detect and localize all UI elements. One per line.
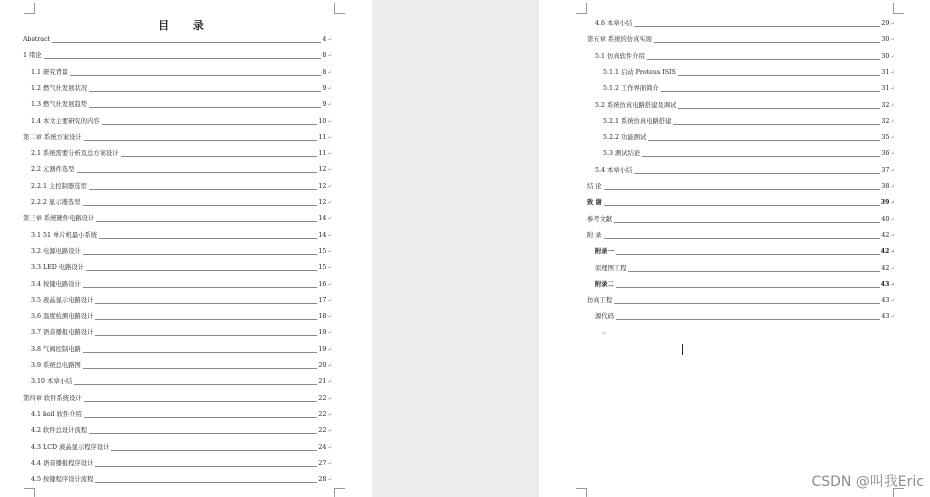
toc-leader-line [616,287,880,288]
toc-entry-page: 8 [322,68,327,76]
toc-entry[interactable] [31,148,332,158]
document-page-left [0,0,372,497]
toc-leader-line [111,450,317,451]
paragraph-mark: ↵ [890,53,895,60]
toc-leader-line [83,352,318,353]
toc-entry[interactable] [595,246,895,256]
toc-leader-line [96,221,317,222]
toc-entry-page: 27 [318,459,327,467]
toc-entry-title: 仿真工程 [587,297,613,305]
toc-entry-title: 5.2.2 功能测试 [603,134,647,142]
paragraph-mark: ↵ [327,395,332,402]
toc-leader-line [84,417,318,418]
toc-entry-page: 19 [318,329,327,337]
toc-entry[interactable] [31,344,332,354]
toc-leader-line [628,271,880,272]
toc-entry[interactable] [587,181,895,191]
toc-entry[interactable] [31,246,332,256]
toc-entry[interactable] [587,230,895,240]
paragraph-mark: ↵ [327,330,332,337]
toc-entry-title: 附 录 [587,231,602,239]
toc-entry-title: 源代码 [595,313,614,321]
paragraph-mark: ↵ [890,167,895,174]
toc-leader-line [102,124,318,125]
toc-entry-page: 30 [881,52,890,60]
toc-entry-title: 4.2 软件总设计流程 [31,427,88,435]
toc-entry[interactable] [23,213,332,223]
paragraph-mark: ↵ [327,314,332,321]
paragraph-mark: ↵ [601,330,607,337]
toc-entry[interactable] [595,51,895,61]
toc-entry[interactable] [31,458,332,468]
toc-entry-title: 1.3 燃气灶发展趋势 [31,101,88,109]
toc-entry-title: 3.7 语音播报电路设计 [31,329,94,337]
toc-leader-line [89,433,317,434]
toc-entry-title: 第五章 系统的仿真实现 [587,36,652,44]
toc-entry[interactable] [595,263,895,273]
toc-leader-line [84,401,318,402]
paragraph-mark: ↵ [327,102,332,109]
toc-entry-title: 3.1 51 单片机最小系统 [31,231,98,239]
toc-leader-line [604,205,880,206]
paragraph-mark: ↵ [890,200,895,207]
paragraph-mark: ↵ [327,37,332,43]
toc-entry-page: 8 [322,52,327,60]
toc-entry-page: 20 [318,362,327,369]
paragraph-mark: ↵ [327,85,332,92]
paragraph-mark: ↵ [890,298,895,305]
paragraph-mark: ↵ [890,69,895,76]
toc-leader-line [614,222,880,223]
toc-entry-page: 12 [318,182,327,190]
toc-entry-title: 5.1 仿真软件介绍 [595,52,645,60]
toc-title: 目 录 [158,19,214,32]
toc-leader-line [83,287,318,288]
paragraph-mark: ↵ [327,151,332,158]
toc-leader-line [604,238,881,239]
paragraph-mark: ↵ [327,411,332,418]
toc-entry-page: 9 [322,84,327,92]
toc-entry-page: 11 [318,150,327,158]
toc-entry-title: 附录一 [595,248,614,256]
paragraph-mark: ↵ [327,346,332,353]
paragraph-mark: ↵ [327,363,332,369]
toc-leader-line [614,303,880,304]
toc-entry[interactable] [23,34,332,44]
toc-entry[interactable] [595,18,895,28]
toc-entry[interactable] [587,34,895,44]
toc-entry-page: 39 [880,199,890,207]
toc-entry[interactable] [603,83,895,93]
toc-leader-line [654,42,880,43]
toc-leader-line [661,91,881,92]
toc-entry-title: 4.6 本章小结 [595,20,633,27]
toc-entry-page: 19 [318,345,327,353]
toc-entry[interactable] [31,83,332,93]
toc-leader-line [89,107,321,108]
toc-entry-page: 14 [318,215,327,223]
toc-entry-title: 1 绪论 [23,52,42,60]
toc-entry-page: 12 [318,166,327,174]
toc-leader-line [84,140,318,141]
document-page-right [539,0,930,497]
toc-entry-title: 3.8 气阀控制电路 [31,345,81,353]
paragraph-mark: ↵ [890,135,895,142]
toc-entry-title: 2.2.1 主控制器选型 [31,182,87,190]
toc-leader-line [83,205,318,206]
toc-entry-title: 5.2 系统仿真电路搭建及调试 [595,101,677,109]
toc-leader-line [95,482,317,483]
crop-mark [576,488,587,497]
crop-mark [24,3,35,14]
paragraph-mark: ↵ [890,151,895,158]
toc-entry[interactable] [31,197,332,207]
paragraph-mark: ↵ [327,477,332,484]
toc-entry-title: 参考文献 [587,215,613,223]
toc-leader-line [647,59,881,60]
toc-entry[interactable] [31,474,332,484]
toc-entry[interactable] [595,311,895,321]
toc-entry-page: 32 [881,101,890,109]
toc-entry[interactable] [603,116,895,126]
toc-entry[interactable] [595,165,895,175]
toc-entry-page: 35 [881,134,890,142]
toc-entry[interactable] [31,311,332,321]
toc-leader-line [642,156,880,157]
toc-leader-line [89,91,321,92]
toc-leader-line [83,368,318,369]
toc-entry-title: 原理图工程 [595,264,627,272]
toc-entry-title: 2.2 元器件选型 [31,166,75,174]
toc-entry-title: 1.1 研究背景 [31,68,69,76]
toc-leader-line [95,466,317,467]
toc-entry-title: 致 谢 [587,199,602,207]
toc-entry-page: 30 [881,36,890,44]
paragraph-mark: ↵ [327,200,332,206]
toc-entry-page: 22 [318,410,327,418]
toc-entry[interactable] [31,279,332,289]
toc-leader-line [616,254,880,255]
toc-entry[interactable] [31,409,332,419]
paragraph-mark: ↵ [327,379,332,386]
toc-entry-title: 5.1.1 启动 Proteus ISIS [603,68,676,76]
toc-entry-page: 31 [881,85,890,93]
toc-leader-line [634,173,880,174]
toc-entry[interactable] [587,197,895,207]
toc-entry-title: 3.6 温度检测电路设计 [31,313,94,321]
toc-entry-page: 16 [318,280,327,288]
toc-entry-title: 4.1 keil 软件介绍 [31,410,82,418]
toc-entry-page: 42 [881,231,890,239]
toc-entry-title: Abstract [23,36,51,43]
toc-entry-title: 4.5 按键程序设计流程 [31,476,94,484]
paragraph-mark: ↵ [890,314,895,321]
toc-entry[interactable] [595,100,895,110]
toc-leader-line [673,124,880,125]
toc-entry-title: 4.3 LCD 液晶显示程序设计 [31,443,110,451]
toc-leader-line [89,189,318,190]
paragraph-mark: ↵ [327,232,332,239]
toc-entry-title: 3.3 LED 电路设计 [31,264,85,272]
toc-entry-title: 5.2.1 系统仿真电路搭建 [603,117,672,125]
toc-entry[interactable] [23,132,332,142]
toc-entry-title: 1.4 本文主要研究的内容 [31,117,100,125]
paragraph-mark: ↵ [890,265,895,272]
paragraph-mark: ↵ [890,21,895,27]
toc-entry-title: 2.2.2 显示器选型 [31,199,81,206]
paragraph-mark: ↵ [890,184,895,190]
toc-entry[interactable] [31,116,332,126]
paragraph-mark: ↵ [327,428,332,435]
toc-entry-title: 3.10 本章小结 [31,378,73,386]
toc-entry[interactable] [31,376,332,386]
paragraph-mark: ↵ [327,167,332,174]
toc-leader-line [121,156,318,157]
toc-entry-page: 15 [318,247,327,255]
toc-entry-title: 附录二 [595,280,614,288]
paragraph-mark: ↵ [327,444,332,451]
toc-entry[interactable] [595,279,895,289]
toc-leader-line [44,58,322,59]
crop-mark [24,488,35,497]
toc-entry[interactable] [31,181,332,191]
toc-entry-title: 结 论 [587,183,602,190]
toc-leader-line [95,303,317,304]
toc-entry-page: 43 [881,297,890,305]
toc-entry[interactable] [603,67,895,77]
toc-entry-page: 17 [318,296,327,304]
toc-entry[interactable] [31,99,332,109]
toc-entry[interactable] [31,67,332,77]
toc-entry-page: 31 [881,68,890,76]
crop-mark [334,3,345,14]
paragraph-mark: ↵ [890,281,895,288]
toc-leader-line [634,26,880,27]
paragraph-mark: ↵ [890,86,895,93]
toc-leader-line [86,270,317,271]
toc-entry[interactable] [31,360,332,370]
toc-entry-title: 1.2 燃气灶发展状况 [31,84,88,92]
toc-entry[interactable] [587,295,895,305]
toc-entry-page: 42 [880,248,890,256]
paragraph-mark: ↵ [327,53,332,60]
toc-entry-page: 22 [318,427,327,435]
toc-leader-line [95,319,317,320]
crop-mark [576,3,587,14]
toc-entry-page: 24 [318,443,327,451]
paragraph-mark: ↵ [327,281,332,288]
paragraph-mark: ↵ [890,118,895,125]
paragraph-mark: ↵ [327,297,332,304]
toc-leader-line [678,108,880,109]
toc-entry-page: 32 [881,117,890,125]
paragraph-mark: ↵ [327,248,332,255]
toc-entry-page: 11 [318,133,327,141]
toc-entry[interactable] [23,393,332,403]
toc-entry-title: 5.1.2 工作界面简介 [603,85,659,93]
toc-entry-page: 38 [881,183,890,190]
toc-leader-line [604,189,881,190]
toc-leader-line [616,319,880,320]
toc-entry-title: 第四章 软件系统设计 [23,394,82,402]
paragraph-mark: ↵ [327,216,332,223]
toc-entry-page: 22 [318,394,327,402]
toc-entry-title: 3.4 按键电路设计 [31,280,81,288]
toc-entry[interactable] [31,164,332,174]
toc-leader-line [95,335,317,336]
paragraph-mark: ↵ [327,265,332,272]
toc-entry[interactable] [31,262,332,272]
paragraph-mark: ↵ [327,134,332,141]
toc-entry[interactable] [31,230,332,240]
toc-entry-title: 5.3 测试结论 [603,150,641,158]
toc-entry[interactable] [587,214,895,224]
toc-entry-page: 28 [318,476,327,484]
toc-entry-page: 42 [881,264,890,272]
toc-entry-title: 第二章 系统方案设计 [23,133,82,141]
paragraph-mark: ↵ [890,249,895,256]
toc-leader-line [70,75,321,76]
paragraph-mark: ↵ [327,69,332,76]
toc-entry[interactable] [23,50,332,60]
toc-entry-title: 5.4 本章小结 [595,166,633,174]
toc-entry-title: 4.4 语音播报程序设计 [31,459,94,467]
toc-leader-line [77,172,318,173]
toc-entry-page: 40 [881,215,890,223]
toc-entry[interactable] [31,327,332,337]
paragraph-mark: ↵ [890,216,895,223]
toc-entry-page: 43 [881,313,890,321]
toc-entry-page: 18 [318,313,327,321]
toc-entry-title: 2.1 系统需要分析及总方案设计 [31,150,119,158]
paragraph-mark: ↵ [327,118,332,125]
toc-entry-page: 43 [880,280,890,288]
toc-entry-title: 3.9 系统总电路图 [31,362,81,369]
toc-entry[interactable] [603,132,895,142]
watermark: CSDN @叫我Eric [811,474,924,490]
paragraph-mark: ↵ [327,183,332,190]
toc-entry-page: 29 [881,20,890,27]
toc-entry-title: 第三章 系统硬件电路设计 [23,215,95,223]
toc-entry-page: 9 [322,101,327,109]
toc-entry[interactable] [31,442,332,452]
toc-leader-line [678,75,881,76]
toc-entry-page: 10 [318,117,327,125]
toc-entry-page: 36 [881,150,890,158]
toc-entry-page: 15 [318,264,327,272]
toc-entry-title: 3.2 电源电路设计 [31,247,81,255]
toc-entry-page: 37 [881,166,890,174]
toc-leader-line [74,384,317,385]
toc-entry-title: 3.5 液晶显示电路设计 [31,296,94,304]
paragraph-mark: ↵ [890,37,895,44]
toc-entry[interactable] [31,295,332,305]
toc-entry-page: 4 [322,36,327,43]
paragraph-mark: ↵ [327,460,332,467]
paragraph-mark: ↵ [890,102,895,109]
crop-mark [893,3,904,14]
toc-leader-line [648,140,880,141]
toc-leader-line [99,238,317,239]
toc-entry-page: 12 [318,199,327,206]
toc-entry-page: 21 [318,378,327,386]
toc-entry-page: 14 [318,231,327,239]
toc-leader-line [83,254,318,255]
toc-leader-line [52,42,321,43]
toc-entry[interactable] [31,425,332,435]
toc-entry[interactable] [603,148,895,158]
paragraph-mark: ↵ [890,232,895,239]
crop-mark [334,488,345,497]
text-cursor[interactable] [682,344,683,355]
